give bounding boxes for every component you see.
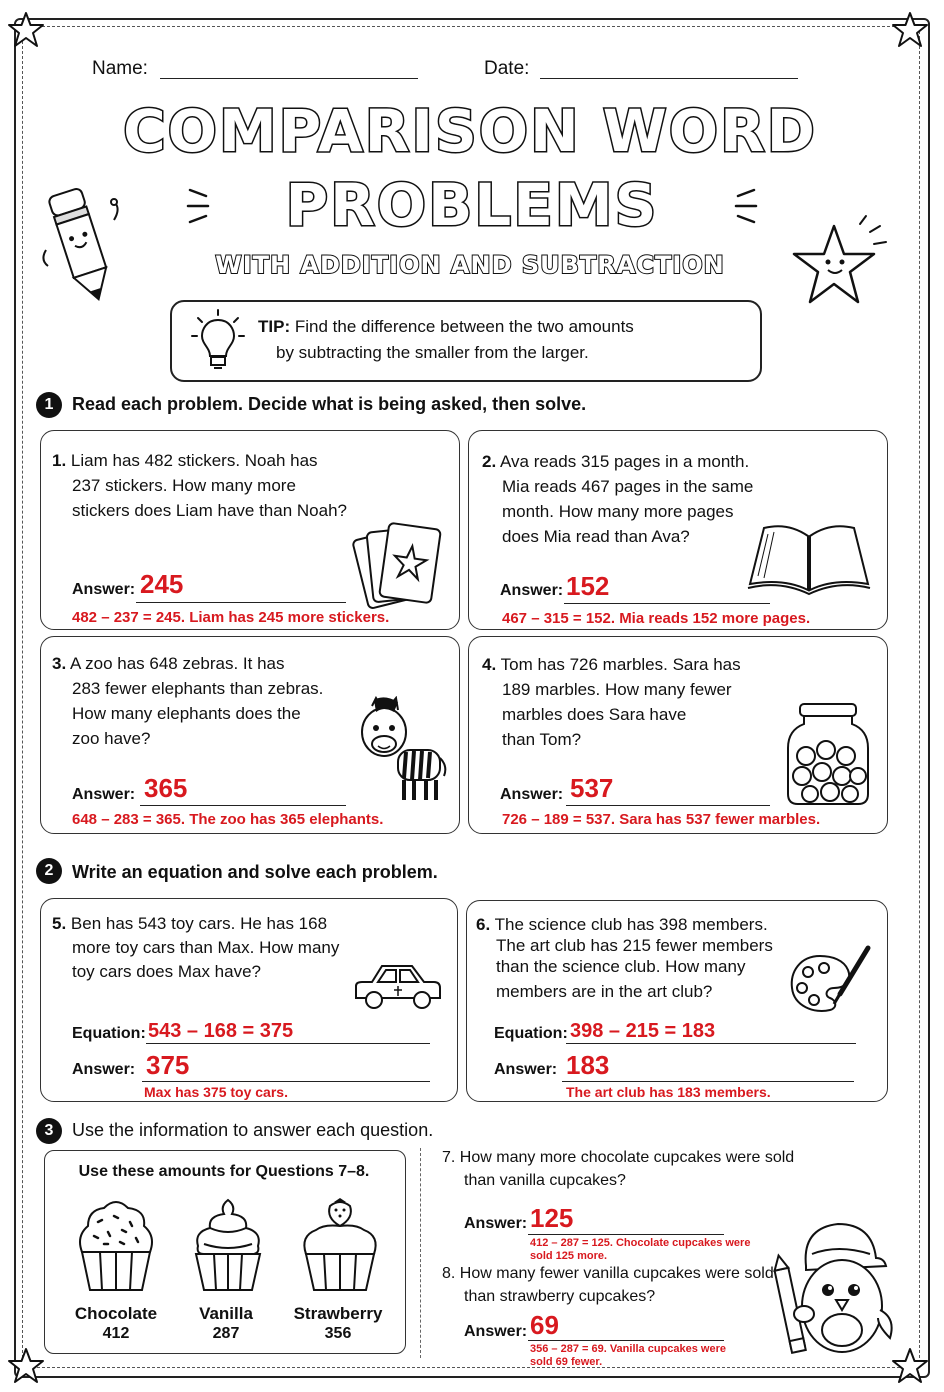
smiling-star-icon	[786, 214, 890, 314]
problem-line: Tom has 726 marbles. Sara has	[500, 655, 741, 674]
explanation-2: 467 – 315 = 152. Mia reads 152 more pages.	[502, 610, 811, 627]
problem-number: 6.	[476, 915, 491, 934]
cupcake-icon	[186, 1196, 270, 1296]
problem-line: zoo have?	[72, 729, 151, 748]
cupcake-icon	[298, 1196, 382, 1296]
answer-label: Answer:	[464, 1323, 528, 1340]
problem-number: 5.	[52, 914, 67, 933]
explanation-6: The art club has 183 members.	[566, 1084, 771, 1100]
section-2-title: Write an equation and solve each problem.	[72, 862, 438, 882]
cupcake-name: Vanilla	[199, 1304, 253, 1323]
answer-label: Answer:	[500, 786, 564, 803]
answer-line	[528, 1340, 724, 1341]
equation-5[interactable]: 543 – 168 = 375	[148, 1020, 294, 1042]
cupcake-icon	[74, 1196, 158, 1296]
explanation-3: 648 – 283 = 365. The zoo has 365 elephants.	[72, 811, 384, 828]
lightbulb-icon	[190, 308, 246, 372]
date-field[interactable]	[540, 78, 798, 79]
page-subtitle: WITH ADDITION AND SUBTRACTION	[215, 251, 725, 279]
star-icon	[890, 10, 930, 50]
problem-line: 283 fewer elephants than zebras.	[72, 679, 324, 698]
problem-5-text	[52, 912, 372, 984]
problem-line: members are in the art club?	[496, 982, 713, 1001]
question-8-text	[442, 1262, 782, 1308]
name-field[interactable]	[160, 78, 418, 79]
paint-palette-icon	[786, 944, 872, 1020]
explanation-line: sold 125 more.	[530, 1250, 608, 1262]
section-3-number: 3	[36, 1118, 62, 1144]
equation-line	[146, 1043, 430, 1044]
cupcake-box-title: Use these amounts for Questions 7–8.	[78, 1163, 370, 1180]
problem-line: more toy cars than Max. How many	[72, 938, 340, 957]
answer-label: Answer:	[72, 786, 136, 803]
cupcake-amount: 412	[102, 1325, 130, 1342]
problem-line: month. How many more pages	[502, 502, 734, 521]
zebra-icon	[354, 696, 450, 806]
sticker-cards-icon	[352, 516, 448, 620]
problem-line: Ava reads 315 pages in a month.	[499, 452, 750, 471]
answer-3[interactable]: 365	[144, 773, 188, 803]
equation-6[interactable]: 398 – 215 = 183	[570, 1020, 716, 1042]
cupcake-name: Chocolate	[74, 1304, 158, 1323]
answer-line	[136, 602, 346, 603]
problem-number: 2.	[482, 452, 497, 471]
problem-line: A zoo has 648 zebras. It has	[69, 654, 285, 673]
answer-5[interactable]: 375	[146, 1050, 190, 1080]
cupcake-amount: 287	[212, 1325, 240, 1342]
problem-line: does Mia read than Ava?	[502, 527, 690, 546]
section-2-number: 2	[36, 858, 62, 884]
answer-line	[140, 805, 346, 806]
sparkle-lines-icon	[182, 182, 222, 232]
section-3-title: Use the information to answer each question.	[72, 1120, 434, 1140]
problem-number: 3.	[52, 654, 67, 673]
answer-2[interactable]: 152	[566, 571, 610, 601]
tip-text-1: Find the difference between the two amounts	[294, 317, 634, 336]
answer-line	[142, 1081, 430, 1082]
problem-number: 1.	[52, 451, 67, 470]
answer-line	[564, 603, 770, 604]
answer-label: Answer:	[500, 582, 564, 599]
answer-4[interactable]: 537	[570, 773, 614, 803]
explanation-5: Max has 375 toy cars.	[144, 1084, 288, 1100]
problem-3-text	[52, 651, 362, 751]
tip-text-2: by subtracting the smaller from the larger.	[276, 343, 589, 362]
question-7-text	[442, 1146, 822, 1192]
sparkle-lines-icon	[722, 182, 762, 232]
problem-line: How many elephants does the	[72, 704, 301, 723]
open-book-icon	[744, 518, 874, 598]
explanation-8	[530, 1343, 726, 1369]
answer-label: Answer:	[72, 1061, 136, 1078]
cupcake-amount: 356	[324, 1325, 352, 1342]
problem-line: The science club has 398 members.	[494, 915, 768, 934]
answer-7[interactable]: 125	[530, 1203, 574, 1233]
answer-line	[528, 1234, 724, 1235]
page-title-line2: PROBLEMS	[285, 171, 659, 239]
problem-line: than the science club. How many	[496, 957, 746, 976]
explanation-line: 412 – 287 = 125. Chocolate cupcakes were	[530, 1237, 751, 1249]
answer-1[interactable]: 245	[140, 569, 184, 599]
divider	[420, 1148, 421, 1358]
equation-line	[566, 1043, 856, 1044]
date-label: Date:	[484, 58, 530, 79]
section-1-number: 1	[36, 392, 62, 418]
section-1-title: Read each problem. Decide what is being asked, then solve.	[72, 394, 587, 414]
question-line: than vanilla cupcakes?	[464, 1172, 626, 1189]
problem-line: 189 marbles. How many fewer	[502, 680, 732, 699]
problem-4-text	[482, 652, 782, 752]
problem-number: 4.	[482, 655, 497, 674]
problem-2-text	[482, 449, 782, 549]
star-icon	[6, 10, 46, 50]
question-number: 8.	[442, 1265, 456, 1282]
problem-line: stickers does Liam have than Noah?	[72, 501, 347, 520]
question-line: How many more chocolate cupcakes were sold	[459, 1149, 795, 1166]
problem-1-text	[52, 448, 362, 523]
tip-label: TIP:	[258, 317, 291, 336]
answer-label: Answer:	[464, 1215, 528, 1232]
answer-label: Answer:	[72, 581, 136, 598]
problem-line: 237 stickers. How many more	[72, 476, 296, 495]
toy-car-icon	[350, 960, 444, 1016]
answer-line	[566, 805, 770, 806]
pencil-mascot-icon	[36, 180, 126, 310]
question-line: than strawberry cupcakes?	[464, 1288, 656, 1305]
equation-label: Equation:	[494, 1025, 568, 1042]
question-line: How many fewer vanilla cupcakes were sold	[459, 1265, 774, 1282]
answer-label: Answer:	[494, 1061, 558, 1078]
star-icon	[6, 1346, 46, 1386]
explanation-4: 726 – 189 = 537. Sara has 537 fewer marbles.	[502, 811, 821, 828]
problem-line: The art club has 215 fewer members	[496, 936, 773, 955]
equation-label: Equation:	[72, 1025, 146, 1042]
problem-line: than Tom?	[502, 730, 582, 749]
bird-with-pencil-icon	[772, 1214, 902, 1364]
name-label: Name:	[92, 58, 148, 79]
problem-6-text	[476, 914, 796, 1007]
explanation-line: sold 69 fewer.	[530, 1356, 603, 1368]
problem-line: Liam has 482 stickers. Noah has	[70, 451, 318, 470]
problem-line: Ben has 543 toy cars. He has 168	[70, 914, 328, 933]
explanation-line: 356 – 287 = 69. Vanilla cupcakes were	[530, 1343, 727, 1355]
problem-line: marbles does Sara have	[502, 705, 687, 724]
tip-line-1	[258, 314, 634, 340]
question-number: 7.	[442, 1149, 456, 1166]
cupcake-name: Strawberry	[293, 1304, 383, 1323]
page-title: COMPARISON WORD	[123, 97, 817, 165]
explanation-1: 482 – 237 = 245. Liam has 245 more stickers.	[72, 609, 390, 626]
problem-line: Mia reads 467 pages in the same	[502, 477, 754, 496]
answer-line	[562, 1081, 854, 1082]
marble-jar-icon	[784, 700, 872, 810]
answer-8[interactable]: 69	[530, 1310, 559, 1340]
explanation-7	[530, 1237, 750, 1263]
answer-6[interactable]: 183	[566, 1050, 610, 1080]
problem-line: toy cars does Max have?	[72, 962, 261, 981]
